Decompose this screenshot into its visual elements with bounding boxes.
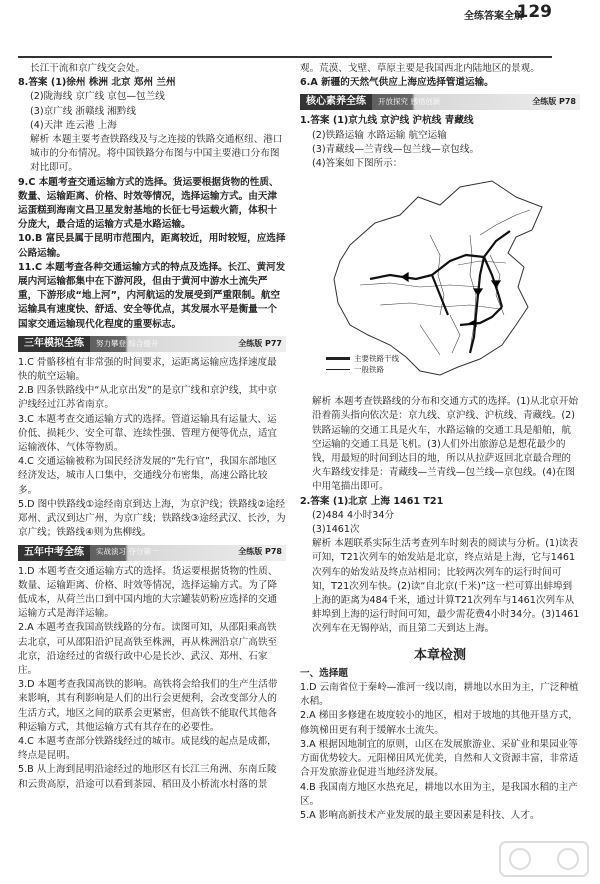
header-label: 全练答案全解 xyxy=(464,11,524,22)
watermark-logo xyxy=(498,838,590,880)
chapter-subtitle: 一、选择题 xyxy=(300,667,348,679)
route-arrows xyxy=(402,273,500,326)
answer-paragraph: (3)青藏线—兰青线—包兰线—京包线。 xyxy=(312,143,480,155)
answer-paragraph: (4)天津 连云港 上海 xyxy=(30,119,117,131)
answer-paragraph: 4.B 我国南方地区水热充足，耕地以水田为主，是我国水稻的主产区。 xyxy=(300,781,578,807)
answer-paragraph: 4.C 交通运输被称为国民经济发展的“先行官”，我国东部地区经济发达，城市人口集中，交通线分布密集，高速公路比较多。 xyxy=(18,456,278,496)
answer-paragraph: 2.B 四条铁路线中“从北京出发”的是京广线和京沪线，其中京沪线经过江苏省南京。 xyxy=(18,385,277,411)
answer-paragraph: 3.D 本题考查我国高铁的影响。高铁将会给我们的生产生活带来影响，其有利影响是人们的出行会更便利，会改变部分人的生活方式，地区之间的联系会更紧密，但高铁不能取代其他各种运输方式，其他运输方式有其存在的必要性。 xyxy=(18,679,278,733)
answer-paragraph: 8.答案 (1)徐州 株洲 北京 郑州 兰州 xyxy=(18,77,176,89)
answer-paragraph: 10.B 富民县属于昆明市范围内，距离较近，用时较短，应选择公路运输。 xyxy=(18,233,286,259)
banner-five-year xyxy=(18,545,286,561)
answer-paragraph: 4.C 本题考查部分铁路线经过的城市。成昆线的起点是成都，终点是昆明。 xyxy=(18,735,277,762)
answer-paragraph: (2)陇海线 京广线 京包—包兰线 xyxy=(30,91,165,103)
railway-map xyxy=(320,175,560,391)
legend-main xyxy=(326,353,399,364)
answer-paragraph: 3.A 根据因地制宜的原则，山区在发展旅游业、采矿业和果园业等方面优势较大。元阳梯田风光优美，自然和人文资源丰富，非常适合开发旅游业促进当地经济发展。 xyxy=(300,738,579,779)
answer-paragraph: (3)1461次 xyxy=(312,524,360,536)
banner-subtitle: 努力攀登 综合提升 xyxy=(96,338,159,348)
answer-paragraph: 长江干流和京广线交会处。 xyxy=(30,63,146,74)
legend-main-label: 主要铁路干线 xyxy=(354,354,399,364)
legend-main-swatch xyxy=(326,357,350,360)
legend-general xyxy=(326,364,399,375)
answer-paragraph: 2.A 本题考查我国高铁线路的分布。读图可知，从邵阳乘高铁去北京，可从邵阳沿沪昆高铁至株洲，再从株洲沿京广高铁至北京，沿途经过的省级行政中心是长沙、武汉、郑州、石家庄。 xyxy=(18,622,278,676)
main-railways xyxy=(370,231,510,353)
answer-paragraph: 解析 本题考查铁路线的分布和交通方式的选择。(1)从北京开始沿着箭头指向依次是：京九线、京沪线、沪杭线、青藏线。(2)铁路运输的交通工具是火车，水路运输的交通工具是船舶，航空运输的交通工具是飞机。(3)人们外出旅游总是想花最少的钱，用最短的时间到达目的地，所以从拉萨返回北京最合理的火车路线安排是：青藏线—兰青线—包兰线—京包线。(4)在图中用笔描出即可。 xyxy=(312,396,579,493)
banner-three-year xyxy=(18,336,286,352)
answer-paragraph: 观。荒漠、戈壁、草原主要是我国西北内陆地区的景观。 xyxy=(300,63,540,74)
answer-paragraph: 1.D 云南省位于秦岭—淮河一线以南，耕地以水田为主，广泛种植水稻。 xyxy=(300,682,579,708)
answer-paragraph: 2.答案 (1)北京 上海 1461 T21 xyxy=(300,495,444,507)
china-outline xyxy=(334,181,542,375)
map-legend xyxy=(326,353,399,375)
banner-title: 五年中考全练 xyxy=(18,545,90,561)
chapter-title: 本章检测 xyxy=(413,647,466,663)
answer-paragraph: 9.C 本题考查交通运输方式的选择。货运要根据货物的性质、数量、运输距离、价格、时效等情况，选择运输方式。由天津运蛋糕到海南文昌卫星发射基地的长征七号运载火箭，体积十分庞大，最合适的运输方式是水路运输。 xyxy=(18,176,279,231)
answer-paragraph: 5.D 图中铁路线①途经南京到达上海，为京沪线；铁路线②途经郑州、武汉到达广州，为京广线；铁路线③途经武汉、长沙，为京广线；铁路线④则为焦柳线。 xyxy=(18,498,286,539)
answer-paragraph: 11.C 本题考查各种交通运输方式的特点及选择。长江、黄河发展内河运输都集中在下游河段，但由于黄河中游水土流失严重，下游形成“地上河”，内河航运的发展受到严重限制。航空运输具有速度快、舒适、安全等优点，其发展水平是衡量一个国家交通运输现代化程度的重要标志。 xyxy=(18,261,286,330)
answer-paragraph: 5.B 从上海到昆明沿途经过的地形区有长江三角洲、东南丘陵和云贵高原，沿途可以看到茶园、稻田及小桥流水村落的景 xyxy=(18,764,277,790)
banner-reference: 全练版 P78 xyxy=(532,97,576,107)
answer-paragraph: (2)484 4小时34分 xyxy=(312,509,395,521)
header-rule xyxy=(18,56,552,58)
banner-subtitle: 实战演习 夺分第一 xyxy=(96,547,159,557)
answers-block-4 xyxy=(300,62,580,90)
banner-title: 三年模拟全练 xyxy=(18,336,90,352)
answer-paragraph: (2)铁路运输 水路运输 航空运输 xyxy=(312,129,447,141)
banner-reference: 全练版 P78 xyxy=(238,547,282,557)
answer-paragraph: 1.D 本题考查交通运输方式的选择。货运要根据货物的性质、数量、运输距离、价格、时效等情况，选择运输方式。为了降低成本，从荷兰出口到中国内地的大宗罐装奶粉应选择的交通运输方式是海洋运输。 xyxy=(18,565,278,620)
banner-core-literacy xyxy=(300,94,580,110)
banner-reference: 全练版 P77 xyxy=(238,338,282,348)
answers-block-2 xyxy=(18,356,286,541)
answer-paragraph: 3.C 本题考查交通运输方式的选择。管道运输具有运量大、运价低、损耗少、安全可靠、连续性强、管理方便等优点，适宜运输液体、气体等物质。 xyxy=(18,413,278,454)
answer-paragraph: 解析 本题联系实际生活考查列车时刻表的阅读与分析。(1)读表可知，T21次列车的始发站是北京，终点站是上海，它与1461次列车的始发站及终点站相同；比较两次列车的运行时间可知，T21次列车快。(2)读“自北京(千米)”这一栏可算出蚌埠到上海的距离为484千米，通过计算T21次列车与1461次列车从蚌埠到上海的运行时间可知，最少需花费4小时34分。(3)1461次列车在无锡停站，而且第二天到达上海。 xyxy=(312,538,580,635)
answer-paragraph: 解析 本题主要考查铁路线及与之连接的铁路交通枢纽、港口城市的分布情况。将中国铁路分布图与中国主要港口分布图对比即可。 xyxy=(30,134,283,174)
answer-paragraph: 5.A 影响高新技术产业发展的最主要因素是科技、人才。 xyxy=(300,809,540,821)
answer-paragraph: (3)京广线 浙赣线 湘黔线 xyxy=(30,105,137,117)
legend-general-label: 一般铁路 xyxy=(354,365,384,375)
general-railways xyxy=(360,210,530,355)
answer-paragraph: (4)答案如下图所示： xyxy=(312,158,403,170)
answer-paragraph: 2.A 梯田多修建在坡度较小的地区，相对于坡地的其他开垦方式，修筑梯田更有利于缓解水土流失。 xyxy=(300,710,578,736)
answers-block-1 xyxy=(18,62,286,332)
banner-title: 核心素养全练 xyxy=(300,94,372,110)
page-header xyxy=(0,0,600,56)
answers-block-6 xyxy=(300,395,580,636)
legend-general-swatch xyxy=(326,369,350,370)
banner-subtitle: 开放探究 感悟创新 xyxy=(378,97,441,107)
page-number: 129 xyxy=(516,2,552,22)
answer-paragraph: 6.A 新疆的天然气供应上海应选择管道运输。 xyxy=(300,77,494,89)
answers-block-7 xyxy=(300,681,580,823)
answer-paragraph: 1.C 骨骼移植有非常强的时间要求，运距离运输应选择速度最快的航空运输。 xyxy=(18,356,277,383)
left-column xyxy=(18,62,286,792)
answers-block-3 xyxy=(18,565,286,792)
right-column xyxy=(300,62,580,823)
answers-block-5 xyxy=(300,114,580,171)
answer-paragraph: 1.答案 (1)京九线 京沪线 沪杭线 青藏线 xyxy=(300,115,474,127)
